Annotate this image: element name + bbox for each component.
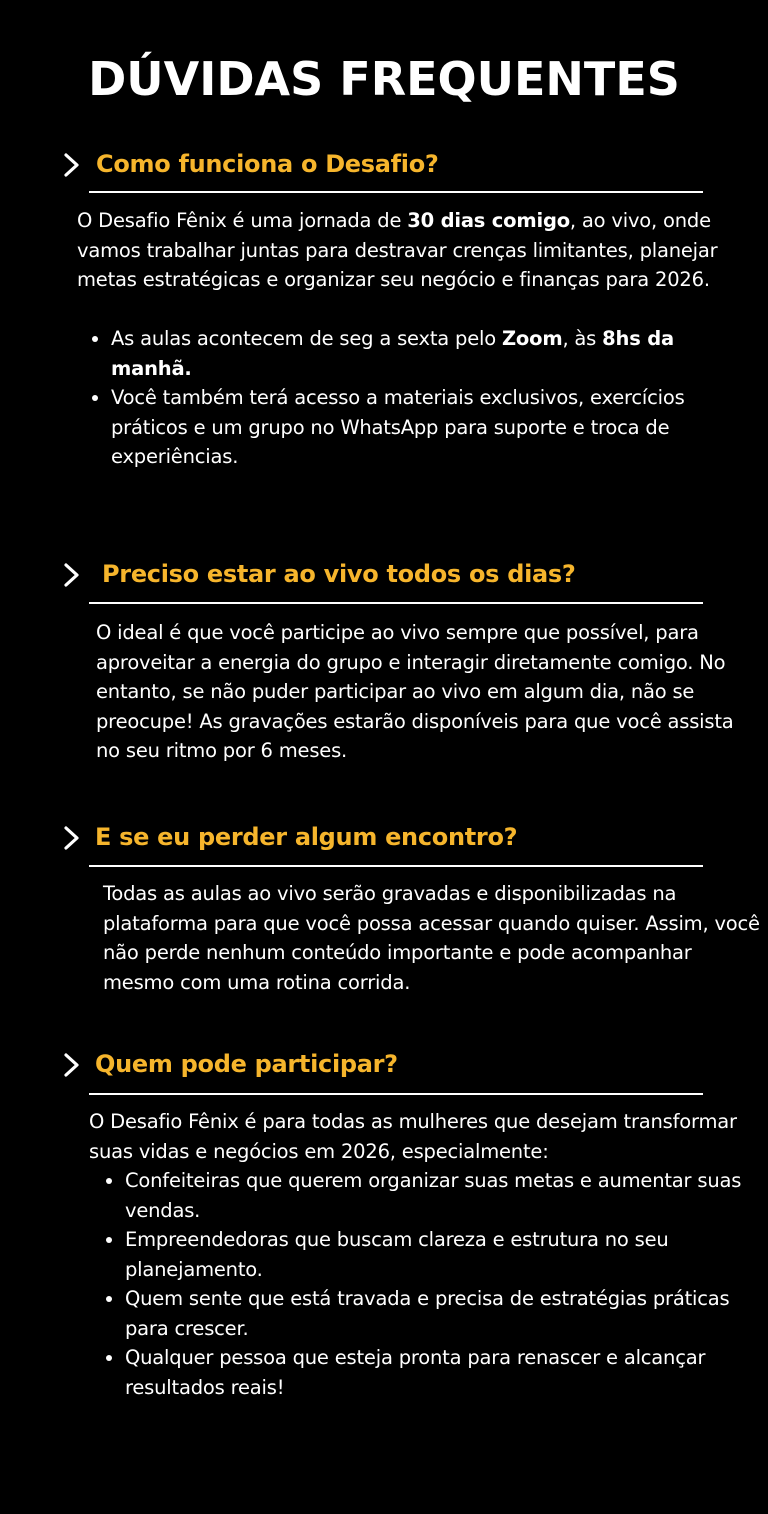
faq-answer (96, 618, 756, 766)
divider (89, 191, 703, 193)
answer-paragraph: O ideal é que você participe ao vivo sempre que possível, para aproveitar a energia do grupo e interagir diretamente comigo. No entanto, se não puder participar ao vivo em algum dia, não se preocupe! As gravações estarão disponíveis para que você assista no seu ritmo por 6 meses. (96, 621, 734, 762)
divider (89, 602, 703, 604)
chevron-right-icon (62, 825, 82, 851)
faq-answer (103, 879, 761, 997)
faq-question-row[interactable] (0, 148, 768, 188)
faq-question: Quem pode participar? (95, 1050, 398, 1078)
chevron-right-icon (62, 562, 82, 588)
list-item: Confeiteiras que querem organizar suas metas e aumentar suas vendas. (89, 1166, 757, 1225)
faq-question-row[interactable] (0, 821, 768, 861)
chevron-right-icon (62, 1052, 82, 1078)
faq-question: Preciso estar ao vivo todos os dias? (102, 560, 576, 588)
faq-answer (77, 206, 747, 472)
divider (89, 1093, 703, 1095)
list-item: As aulas acontecem de seg a sexta pelo Zoom, às 8hs da manhã. (75, 324, 747, 383)
answer-paragraph: Todas as aulas ao vivo serão gravadas e disponibilizadas na plataforma para que você possa acessar quando quiser. Assim, você não perde nenhum conteúdo importante e pode acompanhar mesmo com uma rotina corrida. (103, 882, 760, 994)
faq-question-row[interactable] (0, 1048, 768, 1088)
answer-bullet-list (89, 1166, 757, 1402)
list-item: Você também terá acesso a materiais exclusivos, exercícios práticos e um grupo no WhatsApp para suporte e troca de experiências. (75, 383, 747, 472)
faq-question: E se eu perder algum encontro? (95, 823, 518, 851)
answer-bullet-list (75, 324, 747, 472)
page-title: DÚVIDAS FREQUENTES (88, 52, 680, 106)
list-item: Quem sente que está travada e precisa de estratégias práticas para crescer. (89, 1284, 757, 1343)
answer-paragraph: O Desafio Fênix é para todas as mulheres que desejam transformar suas vidas e negócios em 2026, especialmente: (89, 1110, 737, 1163)
faq-question: Como funciona o Desafio? (96, 150, 439, 178)
chevron-right-icon (62, 152, 82, 178)
faq-question-row[interactable] (0, 558, 768, 598)
list-item: Empreendedoras que buscam clareza e estrutura no seu planejamento. (89, 1225, 757, 1284)
faq-answer (89, 1107, 757, 1402)
answer-paragraph: O Desafio Fênix é uma jornada de 30 dias comigo, ao vivo, onde vamos trabalhar juntas para destravar crenças limitantes, planejar metas estratégicas e organizar seu negócio e finanças para 2026. (77, 209, 718, 291)
divider (89, 865, 703, 867)
list-item: Qualquer pessoa que esteja pronta para renascer e alcançar resultados reais! (89, 1343, 757, 1402)
